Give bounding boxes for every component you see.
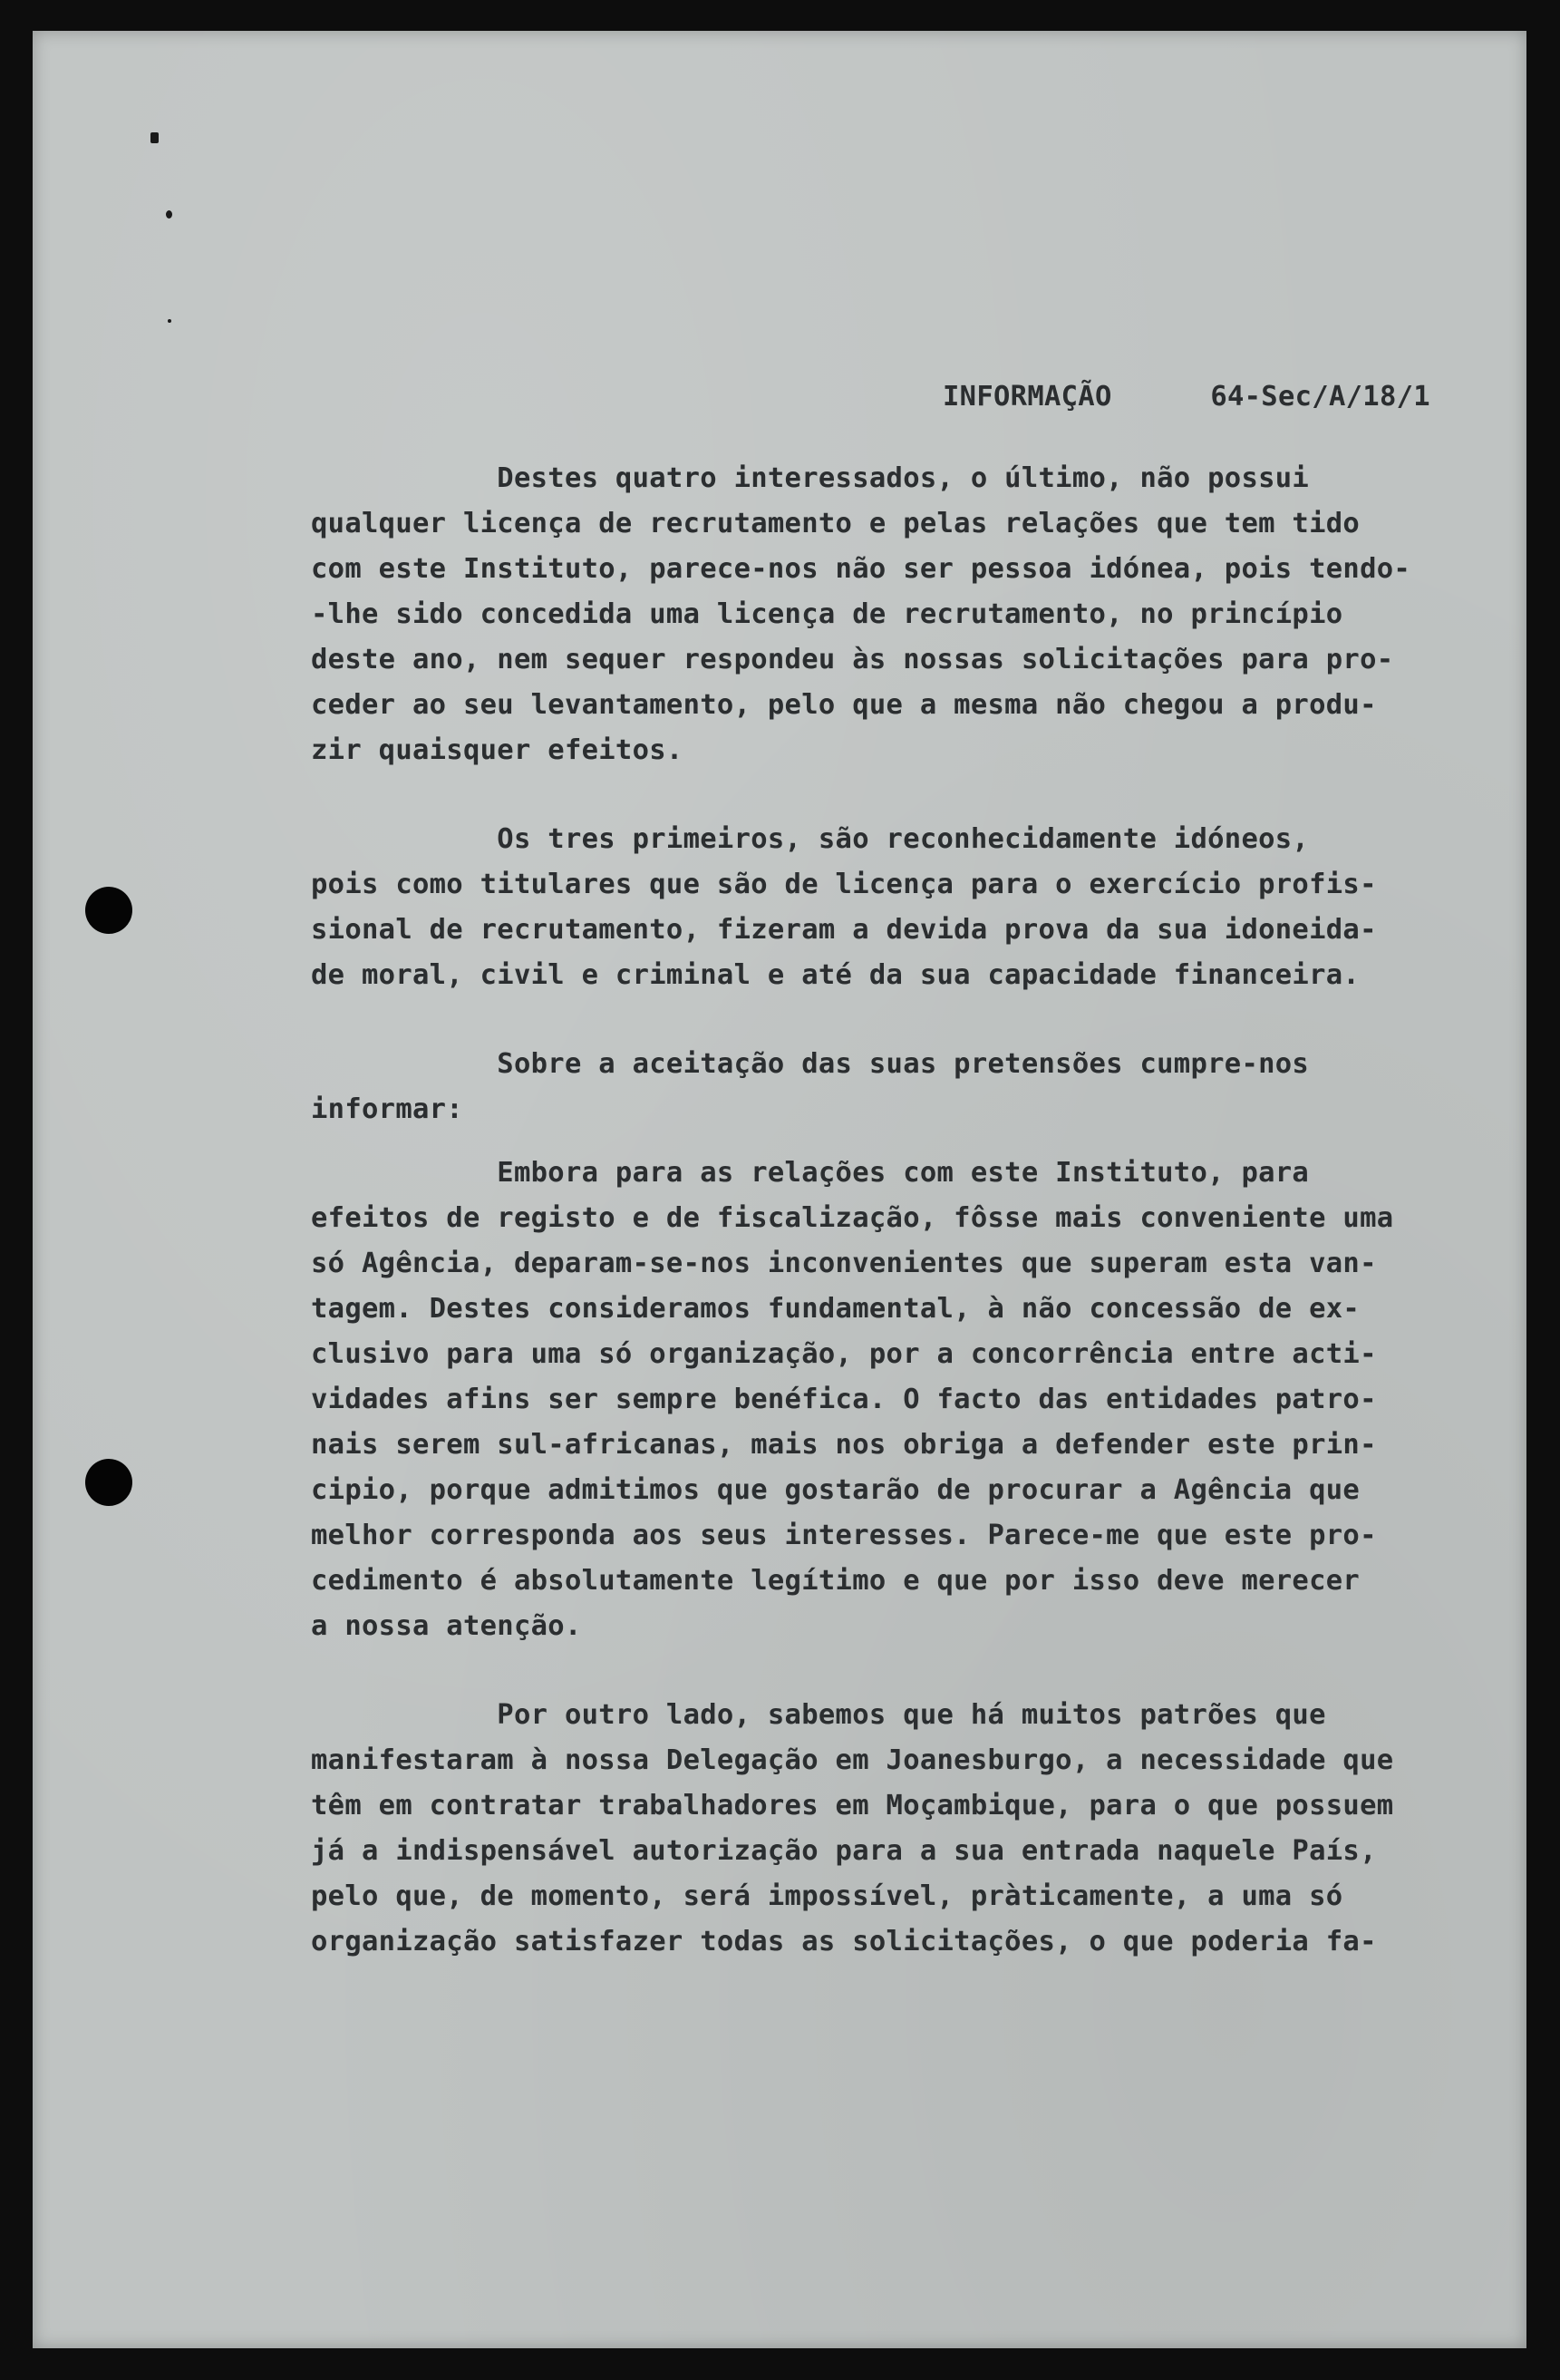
text-line: tagem. Destes consideramos fundamental, à não concessão de ex- [311,1293,1361,1325]
text-line: efeitos de registo e de fiscalização, fôsse mais conveniente uma [311,1202,1394,1234]
text-line: a nossa atenção. [311,1610,582,1642]
text-line: clusivo para uma só organização, por a concorrência entre acti- [311,1338,1377,1370]
margin-mark [166,210,172,219]
paragraph-spacer [311,773,1507,817]
punch-hole [85,887,132,934]
text-line: sional de recrutamento, fizeram a devida prova da sua idoneida- [311,914,1377,946]
text-line: pelo que, de momento, será impossível, pràticamente, a uma só [311,1880,1343,1912]
paragraph-2 [311,817,1507,998]
text-line: Destes quatro interessados, o último, não possui [311,462,1310,494]
text-line: manifestaram à nossa Delegação em Joanesburgo, a necessidade que [311,1744,1394,1776]
document-title: INFORMAÇÃO [943,381,1112,413]
text-line: só Agência, deparam-se-nos inconvenientes que superam esta van- [311,1248,1377,1279]
paragraph-spacer [311,1132,1507,1151]
text-line: informar: [311,1093,463,1125]
text-line: Os tres primeiros, são reconhecidamente idóneos, [311,823,1310,855]
paragraph-spacer [311,998,1507,1042]
text-line: já a indispensável autorização para a sua entrada naquele País, [311,1835,1377,1867]
paragraph-4 [311,1151,1507,1649]
text-line: com este Instituto, parece-nos não ser pessoa idónea, pois tendo- [311,553,1411,585]
text-line: nais serem sul-africanas, mais nos obriga a defender este prin- [311,1429,1377,1461]
punch-hole [85,1459,132,1506]
margin-mark [168,319,171,323]
document-reference: 64-Sec/A/18/1 [1210,381,1430,413]
document-body [311,456,1507,1965]
text-line: Por outro lado, sabemos que há muitos patrões que [311,1699,1326,1731]
text-line: têm em contratar trabalhadores em Moçambique, para o que possuem [311,1790,1394,1821]
text-line: vidades afins ser sempre benéfica. O facto das entidades patro- [311,1384,1377,1415]
paragraph-3 [311,1042,1507,1132]
text-line: ceder ao seu levantamento, pelo que a mesma não chegou a produ- [311,689,1377,721]
text-line: cedimento é absolutamente legítimo e que por isso deve merecer [311,1565,1361,1597]
paragraph-5 [311,1693,1507,1965]
margin-mark [150,132,159,143]
text-line: cipio, porque admitimos que gostarão de procurar a Agência que [311,1474,1361,1506]
text-line: melhor corresponda aos seus interesses. Parece-me que este pro- [311,1520,1377,1551]
document-header [943,375,1468,419]
text-line: zir quaisquer efeitos. [311,734,683,766]
text-line: Embora para as relações com este Instituto, para [311,1157,1310,1189]
paragraph-1 [311,456,1507,773]
text-line: qualquer licença de recrutamento e pelas relações que tem tido [311,508,1361,539]
text-line: -lhe sido concedida uma licença de recrutamento, no princípio [311,598,1343,630]
paragraph-spacer [311,1649,1507,1693]
text-line: deste ano, nem sequer respondeu às nossas solicitações para pro- [311,644,1394,675]
text-line: organização satisfazer todas as solicitações, o que poderia fa- [311,1926,1377,1957]
text-line: pois como titulares que são de licença para o exercício profis- [311,869,1377,900]
text-line: Sobre a aceitação das suas pretensões cumpre-nos [311,1048,1310,1080]
text-line: de moral, civil e criminal e até da sua capacidade financeira. [311,959,1361,991]
